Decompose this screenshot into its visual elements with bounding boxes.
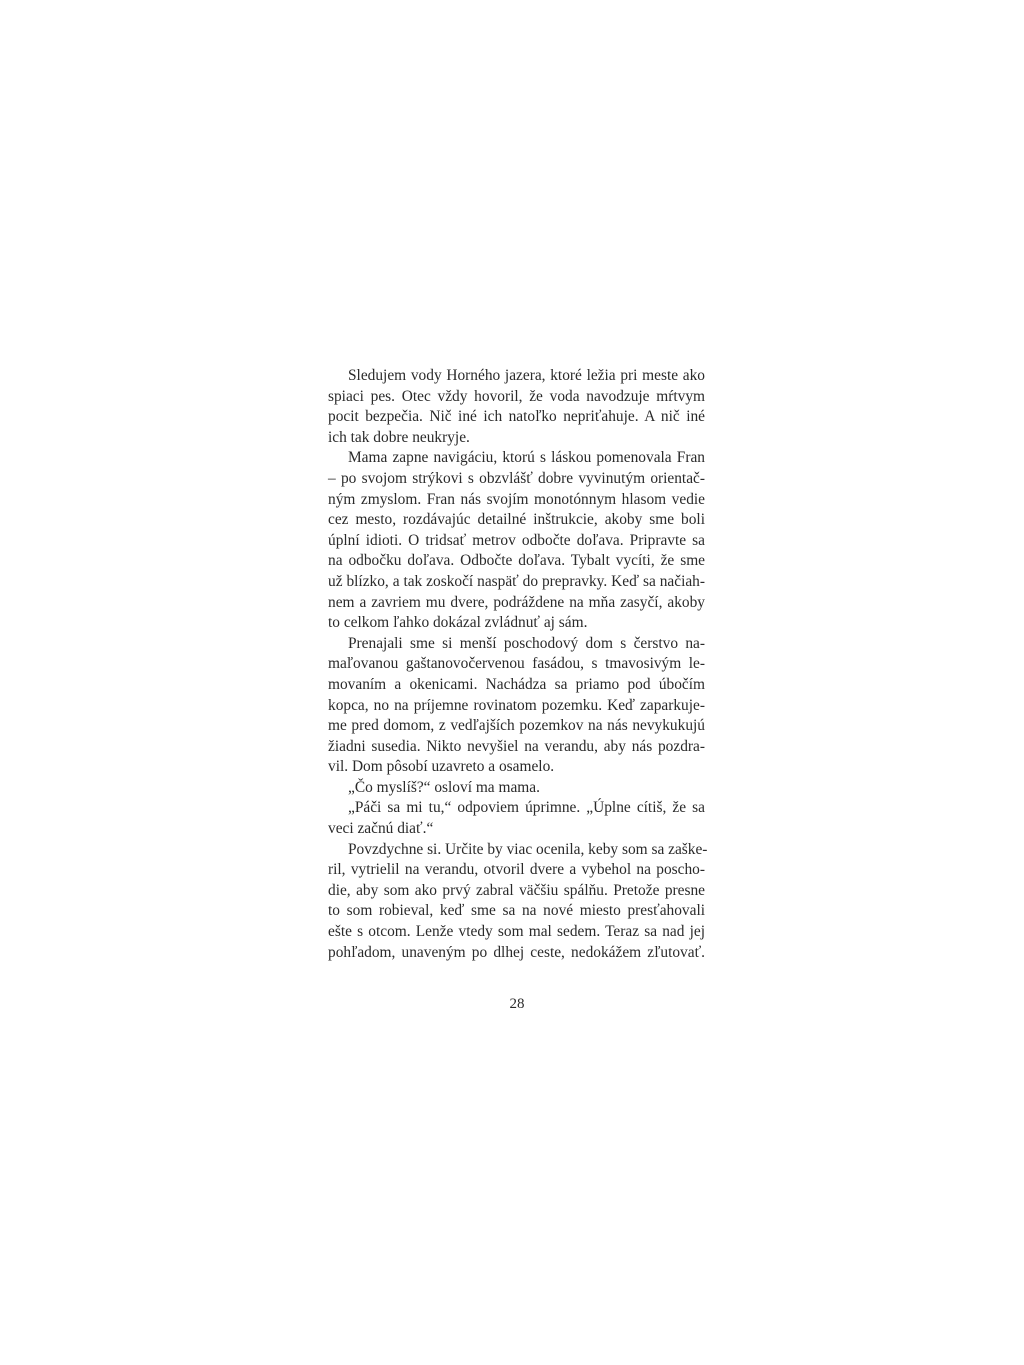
text-line: spiaci pes. Otec vždy hovoril, že voda navodzuje mŕtvym: [328, 387, 705, 405]
text-line: nem a zavriem mu dvere, podráždene na mňa zasyčí, akoby: [328, 593, 705, 611]
text-line: Mama zapne navigáciu, ktorú s láskou pomenovala Fran: [348, 449, 705, 467]
text-line: „Páči sa mi tu,“ odpoviem úprimne. „Úplne cítiš, že sa: [348, 799, 705, 817]
text-line: veci začnú diať.“: [328, 820, 434, 838]
text-line: ešte s otcom. Lenže vtedy som mal sedem. Teraz sa nad jej: [328, 923, 705, 941]
text-line: cez mesto, rozdávajúc detailné inštrukcie, akoby sme boli: [328, 511, 705, 529]
text-line: vil. Dom pôsobí uzavreto a osamelo.: [328, 758, 555, 776]
text-line: die, aby som ako prvý zabral väčšiu spálňu. Pretože presne: [328, 881, 705, 899]
text-line: to celkom ľahko dokázal zvládnuť aj sám.: [328, 614, 588, 632]
text-line: maľovanou gaštanovočervenou fasádou, s tmavosivým le-: [328, 655, 705, 673]
text-line: me pred domom, z vedľajších pozemkov na nás nevykukujú: [328, 717, 705, 735]
body-text: [328, 366, 708, 963]
text-line: Sledujem vody Horného jazera, ktoré ležia pri meste ako: [348, 367, 705, 384]
text-line: úplní idioti. O tridsať metrov odbočte doľava. Pripravte sa: [328, 531, 705, 549]
text-line: pohľadom, unaveným po dlhej ceste, nedokážem zľutovať.: [328, 943, 705, 961]
text-line: ným zmyslom. Fran nás svojím monotónnym hlasom vedie: [328, 490, 705, 508]
text-line: Povzdychne si. Určite by viac ocenila, keby som sa zaške-: [348, 840, 708, 858]
page-number: 28: [509, 996, 525, 1012]
text-line: to som robieval, keď sme sa na nové miesto presťahovali: [328, 902, 705, 920]
text-line: už blízko, a tak zoskočí naspäť do prepravky. Keď sa načiah-: [328, 572, 705, 590]
text-line: ich tak dobre neukryje.: [328, 428, 470, 446]
text-line: movaním a okenicami. Nachádza sa priamo pod úbočím: [328, 675, 705, 693]
text-line: pocit bezpečia. Nič iné ich natoľko nepriťahuje. A nič iné: [328, 408, 705, 426]
text-line: ril, vytrielil na verandu, otvoril dvere a vybehol na poscho-: [328, 861, 705, 879]
text-line: Prenajali sme si menší poschodový dom s čerstvo na-: [348, 634, 705, 652]
text-line: žiadni susedia. Nikto nevyšiel na verandu, aby nás pozdra-: [328, 737, 705, 755]
text-line: – po svojom strýkovi s obzvlášť dobre vyvinutým orientač-: [328, 469, 705, 487]
text-line: kopca, no na príjemne rovinatom pozemku. Keď zaparkuje-: [328, 696, 705, 714]
text-line: „Čo myslíš?“ osloví ma mama.: [348, 778, 540, 796]
text-line: na odbočku doľava. Odbočte doľava. Tybalt vycíti, že sme: [328, 552, 705, 570]
